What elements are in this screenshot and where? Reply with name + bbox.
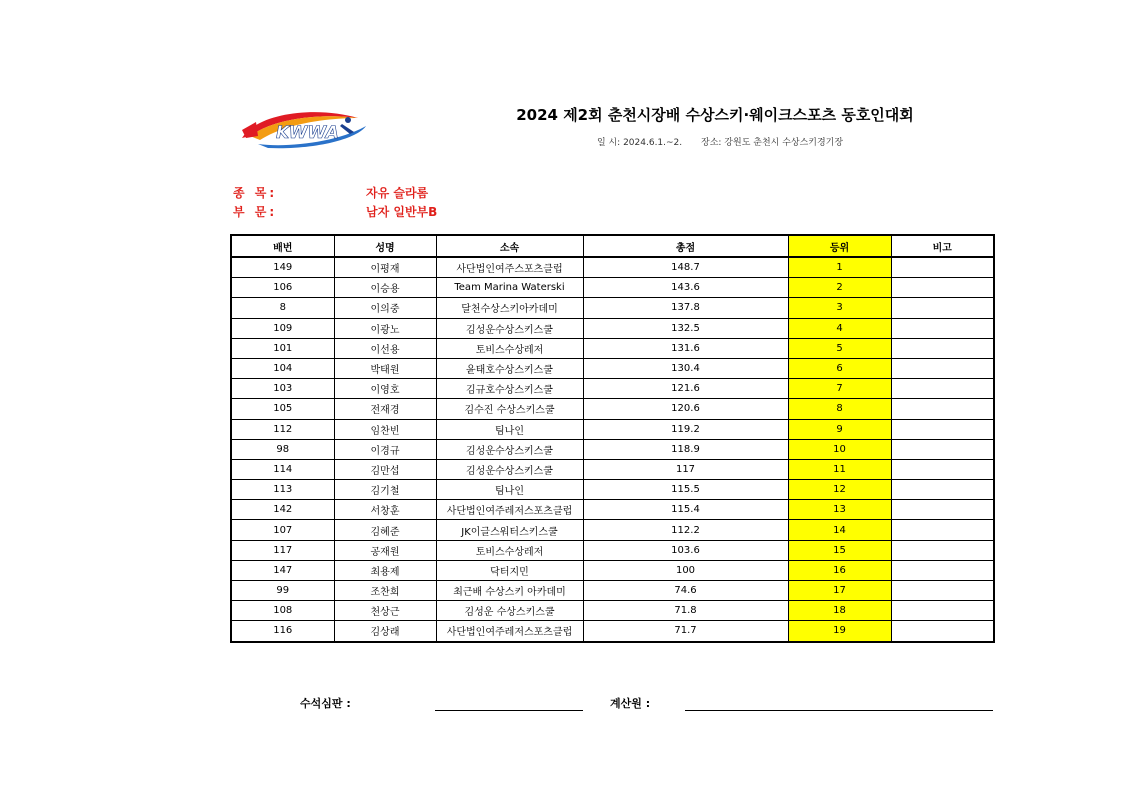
cell-bib: 114 xyxy=(231,459,334,479)
cell-name: 이경규 xyxy=(334,439,436,459)
cell-name: 이평재 xyxy=(334,257,436,278)
table-row xyxy=(231,278,994,298)
table-row xyxy=(231,358,994,378)
cell-score: 112.2 xyxy=(583,520,788,540)
cell-rank: 14 xyxy=(788,520,891,540)
cell-club: 팀나인 xyxy=(436,480,583,500)
logo-text: KWWA xyxy=(276,123,339,143)
cell-note xyxy=(891,399,994,419)
cell-name: 김기철 xyxy=(334,480,436,500)
cell-score: 117 xyxy=(583,459,788,479)
cell-score: 119.2 xyxy=(583,419,788,439)
chief-judge-label: 수석심판 : xyxy=(300,697,351,710)
cell-bib: 117 xyxy=(231,540,334,560)
cell-name: 공재원 xyxy=(334,540,436,560)
cell-rank: 17 xyxy=(788,581,891,601)
event-place: 장소: 강원도 춘천시 수상스키경기장 xyxy=(701,138,844,148)
cell-name: 이영호 xyxy=(334,379,436,399)
cell-score: 74.6 xyxy=(583,581,788,601)
cell-club: 사단법인여주레저스포츠클럽 xyxy=(436,500,583,520)
cell-bib: 103 xyxy=(231,379,334,399)
cell-name: 임찬빈 xyxy=(334,419,436,439)
table-row xyxy=(231,419,994,439)
cell-name: 전재경 xyxy=(334,399,436,419)
cell-club: JK이글스워터스키스쿨 xyxy=(436,520,583,540)
cell-note xyxy=(891,278,994,298)
cell-rank: 11 xyxy=(788,459,891,479)
cell-club: 김성운수상스키스쿨 xyxy=(436,318,583,338)
cell-rank: 18 xyxy=(788,601,891,621)
col-note: 비고 xyxy=(891,235,994,257)
table-row xyxy=(231,459,994,479)
cell-score: 130.4 xyxy=(583,358,788,378)
cell-bib: 99 xyxy=(231,581,334,601)
cell-score: 118.9 xyxy=(583,439,788,459)
page-title: 2024 제2회 춘천시장배 수상스키·웨이크스포츠 동호인대회 xyxy=(516,106,914,124)
cell-rank: 16 xyxy=(788,560,891,580)
cell-club: 사단법인여주스포츠클럽 xyxy=(436,257,583,278)
cell-name: 이의중 xyxy=(334,298,436,318)
cell-note xyxy=(891,540,994,560)
cell-score: 103.6 xyxy=(583,540,788,560)
col-club: 소속 xyxy=(436,235,583,257)
cell-name: 천상근 xyxy=(334,601,436,621)
cell-name: 이광노 xyxy=(334,318,436,338)
table-row xyxy=(231,379,994,399)
cell-rank: 12 xyxy=(788,480,891,500)
cell-rank: 6 xyxy=(788,358,891,378)
cell-rank: 5 xyxy=(788,338,891,358)
cell-note xyxy=(891,379,994,399)
cell-club: 팀나인 xyxy=(436,419,583,439)
calculator-label: 계산원 : xyxy=(610,697,651,710)
cell-score: 148.7 xyxy=(583,257,788,278)
cell-bib: 98 xyxy=(231,439,334,459)
cell-rank: 15 xyxy=(788,540,891,560)
table-row xyxy=(231,540,994,560)
cell-rank: 2 xyxy=(788,278,891,298)
cell-name: 이승용 xyxy=(334,278,436,298)
cell-rank: 13 xyxy=(788,500,891,520)
cell-rank: 9 xyxy=(788,419,891,439)
cell-bib: 147 xyxy=(231,560,334,580)
col-bib: 배번 xyxy=(231,235,334,257)
cell-bib: 108 xyxy=(231,601,334,621)
cell-score: 71.8 xyxy=(583,601,788,621)
cell-note xyxy=(891,257,994,278)
cell-bib: 116 xyxy=(231,621,334,642)
cell-bib: 113 xyxy=(231,480,334,500)
cell-rank: 7 xyxy=(788,379,891,399)
cell-note xyxy=(891,298,994,318)
cell-club: 토비스수상레저 xyxy=(436,338,583,358)
cell-club: 토비스수상레저 xyxy=(436,540,583,560)
cell-note xyxy=(891,439,994,459)
cell-rank: 4 xyxy=(788,318,891,338)
cell-note xyxy=(891,520,994,540)
cell-bib: 101 xyxy=(231,338,334,358)
kwwa-logo xyxy=(238,108,372,150)
table-row xyxy=(231,257,994,278)
cell-note xyxy=(891,480,994,500)
event-type-value: 자유 슬라롬 xyxy=(366,186,429,200)
cell-note xyxy=(891,581,994,601)
cell-score: 100 xyxy=(583,560,788,580)
cell-rank: 3 xyxy=(788,298,891,318)
cell-score: 115.4 xyxy=(583,500,788,520)
cell-score: 71.7 xyxy=(583,621,788,642)
cell-name: 김혜준 xyxy=(334,520,436,540)
cell-score: 143.6 xyxy=(583,278,788,298)
cell-name: 서창훈 xyxy=(334,500,436,520)
chief-judge-signature-line xyxy=(435,710,583,711)
table-row xyxy=(231,581,994,601)
cell-club: 김성운수상스키스쿨 xyxy=(436,459,583,479)
cell-name: 김상래 xyxy=(334,621,436,642)
cell-note xyxy=(891,318,994,338)
cell-name: 조찬희 xyxy=(334,581,436,601)
cell-score: 131.6 xyxy=(583,338,788,358)
cell-club: 김성운 수상스키스쿨 xyxy=(436,601,583,621)
col-rank: 등위 xyxy=(788,235,891,257)
cell-note xyxy=(891,560,994,580)
cell-club: 닥터지민 xyxy=(436,560,583,580)
cell-bib: 104 xyxy=(231,358,334,378)
cell-bib: 109 xyxy=(231,318,334,338)
cell-name: 이선용 xyxy=(334,338,436,358)
table-header-row xyxy=(231,235,994,257)
cell-score: 115.5 xyxy=(583,480,788,500)
cell-bib: 107 xyxy=(231,520,334,540)
cell-note xyxy=(891,601,994,621)
cell-club: 최근배 수상스키 아카데미 xyxy=(436,581,583,601)
cell-bib: 105 xyxy=(231,399,334,419)
cell-club: Team Marina Waterski xyxy=(436,278,583,298)
cell-score: 120.6 xyxy=(583,399,788,419)
table-row xyxy=(231,560,994,580)
results-table xyxy=(230,234,995,643)
cell-club: 김수진 수상스키스쿨 xyxy=(436,399,583,419)
cell-rank: 1 xyxy=(788,257,891,278)
col-name: 성명 xyxy=(334,235,436,257)
cell-rank: 8 xyxy=(788,399,891,419)
table-row xyxy=(231,500,994,520)
event-date: 일 시: 2024.6.1.~2. xyxy=(596,138,683,148)
division-row xyxy=(233,203,437,220)
cell-score: 121.6 xyxy=(583,379,788,399)
division-label: 부 문: xyxy=(233,205,278,219)
cell-note xyxy=(891,358,994,378)
table-row xyxy=(231,601,994,621)
cell-score: 137.8 xyxy=(583,298,788,318)
cell-bib: 149 xyxy=(231,257,334,278)
cell-club: 김성운수상스키스쿨 xyxy=(436,439,583,459)
cell-note xyxy=(891,621,994,642)
event-type-label: 종 목: xyxy=(233,186,278,200)
event-info xyxy=(560,135,880,148)
table-row xyxy=(231,439,994,459)
table-row xyxy=(231,621,994,642)
kwwa-logo-graphic xyxy=(238,108,372,150)
cell-name: 최용제 xyxy=(334,560,436,580)
cell-bib: 8 xyxy=(231,298,334,318)
table-row xyxy=(231,480,994,500)
table-row xyxy=(231,399,994,419)
division-value: 남자 일반부B xyxy=(366,205,438,219)
cell-name: 박태원 xyxy=(334,358,436,378)
event-type-row xyxy=(233,184,428,201)
table-row xyxy=(231,520,994,540)
cell-bib: 142 xyxy=(231,500,334,520)
cell-bib: 112 xyxy=(231,419,334,439)
cell-rank: 19 xyxy=(788,621,891,642)
cell-score: 132.5 xyxy=(583,318,788,338)
cell-note xyxy=(891,459,994,479)
cell-club: 달천수상스키아카데미 xyxy=(436,298,583,318)
col-score: 총점 xyxy=(583,235,788,257)
cell-note xyxy=(891,500,994,520)
cell-club: 김규호수상스키스쿨 xyxy=(436,379,583,399)
cell-club: 윤태호수상스키스쿨 xyxy=(436,358,583,378)
cell-note xyxy=(891,419,994,439)
table-row xyxy=(231,298,994,318)
cell-rank: 10 xyxy=(788,439,891,459)
cell-note xyxy=(891,338,994,358)
cell-name: 김만섭 xyxy=(334,459,436,479)
table-row xyxy=(231,338,994,358)
calculator-signature-line xyxy=(685,710,993,711)
cell-bib: 106 xyxy=(231,278,334,298)
table-row xyxy=(231,318,994,338)
cell-club: 사단법인여주레저스포츠클럽 xyxy=(436,621,583,642)
